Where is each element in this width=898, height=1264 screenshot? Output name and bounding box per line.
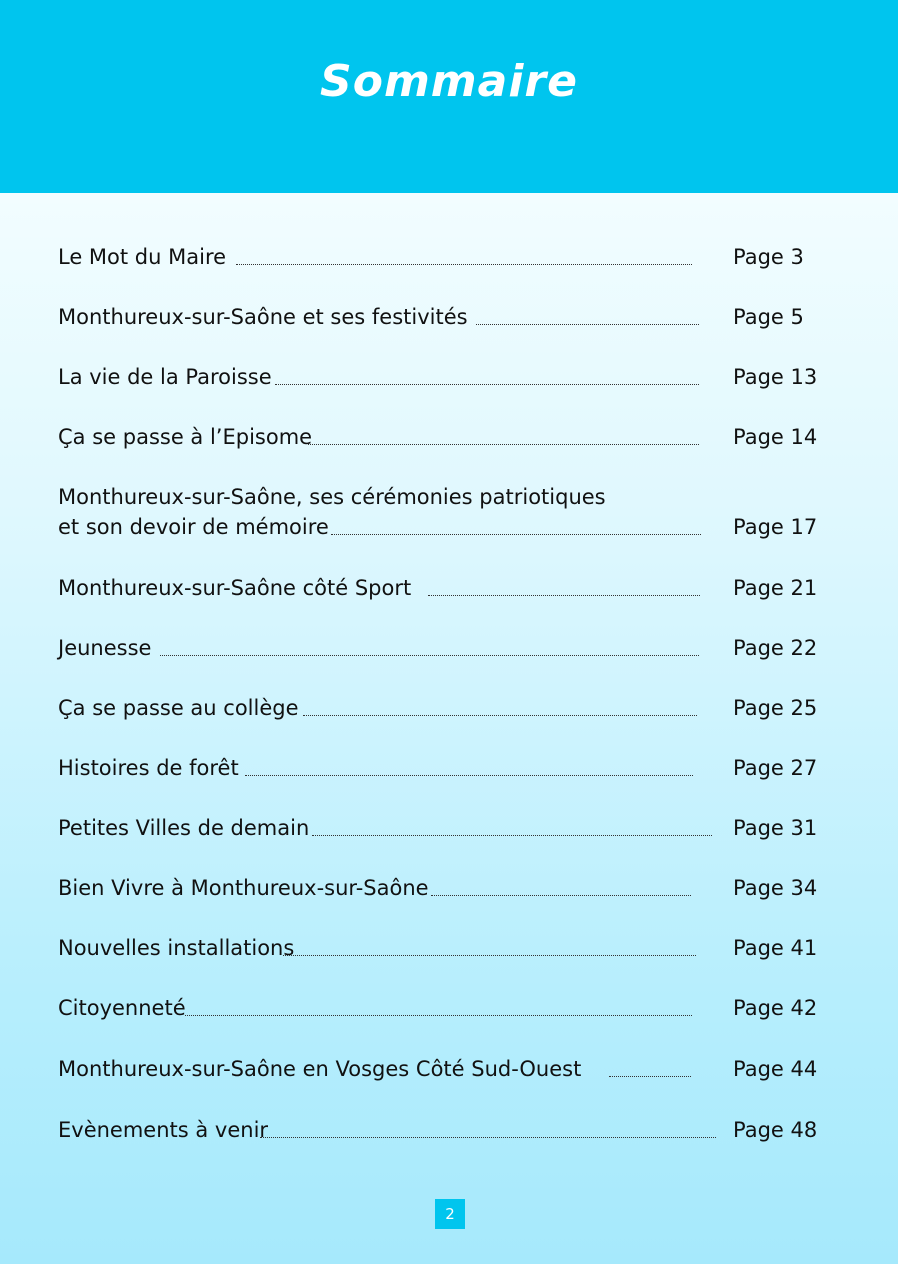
toc-entry-label: Citoyenneté bbox=[58, 996, 186, 1020]
dot-leader bbox=[303, 703, 697, 716]
toc-entry-bien-vivre[interactable] bbox=[58, 873, 838, 903]
toc-entry-paroisse[interactable] bbox=[58, 362, 838, 392]
toc-entry-page: Page 13 bbox=[733, 365, 818, 389]
dot-leader bbox=[283, 943, 696, 956]
toc-entry-episome[interactable] bbox=[58, 422, 838, 452]
toc-entry-page: Page 48 bbox=[733, 1118, 818, 1142]
toc-entry-page: Page 44 bbox=[733, 1057, 818, 1081]
toc-entry-page: Page 41 bbox=[733, 936, 818, 960]
toc-entry-label: La vie de la Paroisse bbox=[58, 365, 272, 389]
dot-leader bbox=[236, 252, 692, 265]
toc-entry-page: Page 3 bbox=[733, 245, 804, 269]
toc-entry-page: Page 22 bbox=[733, 636, 818, 660]
toc-entry-festivites[interactable] bbox=[58, 302, 838, 332]
toc-entry-label: Monthureux-sur-Saône et ses festivités bbox=[58, 305, 468, 329]
dot-leader bbox=[185, 1003, 692, 1016]
toc-entry-page: Page 14 bbox=[733, 425, 818, 449]
dot-leader bbox=[275, 372, 699, 385]
toc-entry-page: Page 34 bbox=[733, 876, 818, 900]
toc-entry-college[interactable] bbox=[58, 693, 838, 723]
toc-entry-label: Ça se passe à l’Episome bbox=[58, 425, 313, 449]
toc-entry-foret[interactable] bbox=[58, 753, 838, 783]
toc-entry-sport[interactable] bbox=[58, 573, 838, 603]
header-banner bbox=[0, 0, 898, 193]
toc-entry-page: Page 21 bbox=[733, 576, 818, 600]
toc-entry-label: Monthureux-sur-Saône côté Sport bbox=[58, 576, 412, 600]
toc-entry-label: Bien Vivre à Monthureux-sur-Saône bbox=[58, 876, 429, 900]
toc-entry-label-line1: Monthureux-sur-Saône, ses cérémonies patriotiques bbox=[58, 485, 606, 509]
toc-entry-citoyennete[interactable] bbox=[58, 993, 838, 1023]
dot-leader bbox=[308, 432, 699, 445]
toc-entry-page: Page 17 bbox=[733, 515, 818, 539]
toc-entry-mot-du-maire[interactable] bbox=[58, 242, 838, 272]
toc-entry-installations[interactable] bbox=[58, 933, 838, 963]
toc-entry-label: Jeunesse bbox=[58, 636, 152, 660]
toc-entry-label: Histoires de forêt bbox=[58, 756, 239, 780]
toc-entry-page: Page 27 bbox=[733, 756, 818, 780]
dot-leader bbox=[260, 1125, 716, 1138]
toc-entry-page: Page 42 bbox=[733, 996, 818, 1020]
toc-entry-evenements[interactable] bbox=[58, 1115, 838, 1145]
dot-leader bbox=[431, 883, 691, 896]
page-title: Sommaire bbox=[320, 56, 578, 107]
dot-leader bbox=[476, 312, 699, 325]
page-number-badge: 2 bbox=[435, 1199, 465, 1229]
dot-leader bbox=[312, 823, 712, 836]
toc-entry-label: Petites Villes de demain bbox=[58, 816, 310, 840]
toc-entry-page: Page 25 bbox=[733, 696, 818, 720]
toc-entry-label: Evènements à venir bbox=[58, 1118, 269, 1142]
toc-entry-label: Nouvelles installations bbox=[58, 936, 295, 960]
dot-leader bbox=[245, 763, 693, 776]
dot-leader bbox=[428, 583, 700, 596]
dot-leader bbox=[609, 1064, 691, 1077]
toc-entry-vosges[interactable] bbox=[58, 1054, 838, 1084]
dot-leader bbox=[331, 522, 701, 535]
dot-leader bbox=[160, 643, 699, 656]
toc-entry-label: Ça se passe au collège bbox=[58, 696, 299, 720]
toc-entry-label: et son devoir de mémoire bbox=[58, 515, 329, 539]
toc-entry-label: Monthureux-sur-Saône en Vosges Côté Sud-Ouest bbox=[58, 1057, 582, 1081]
toc-entry-page: Page 5 bbox=[733, 305, 804, 329]
toc-entry-ceremonies[interactable] bbox=[58, 482, 838, 542]
toc-entry-jeunesse[interactable] bbox=[58, 633, 838, 663]
toc-entry-page: Page 31 bbox=[733, 816, 818, 840]
toc-entry-label: Le Mot du Maire bbox=[58, 245, 227, 269]
toc-entry-petites-villes[interactable] bbox=[58, 813, 838, 843]
